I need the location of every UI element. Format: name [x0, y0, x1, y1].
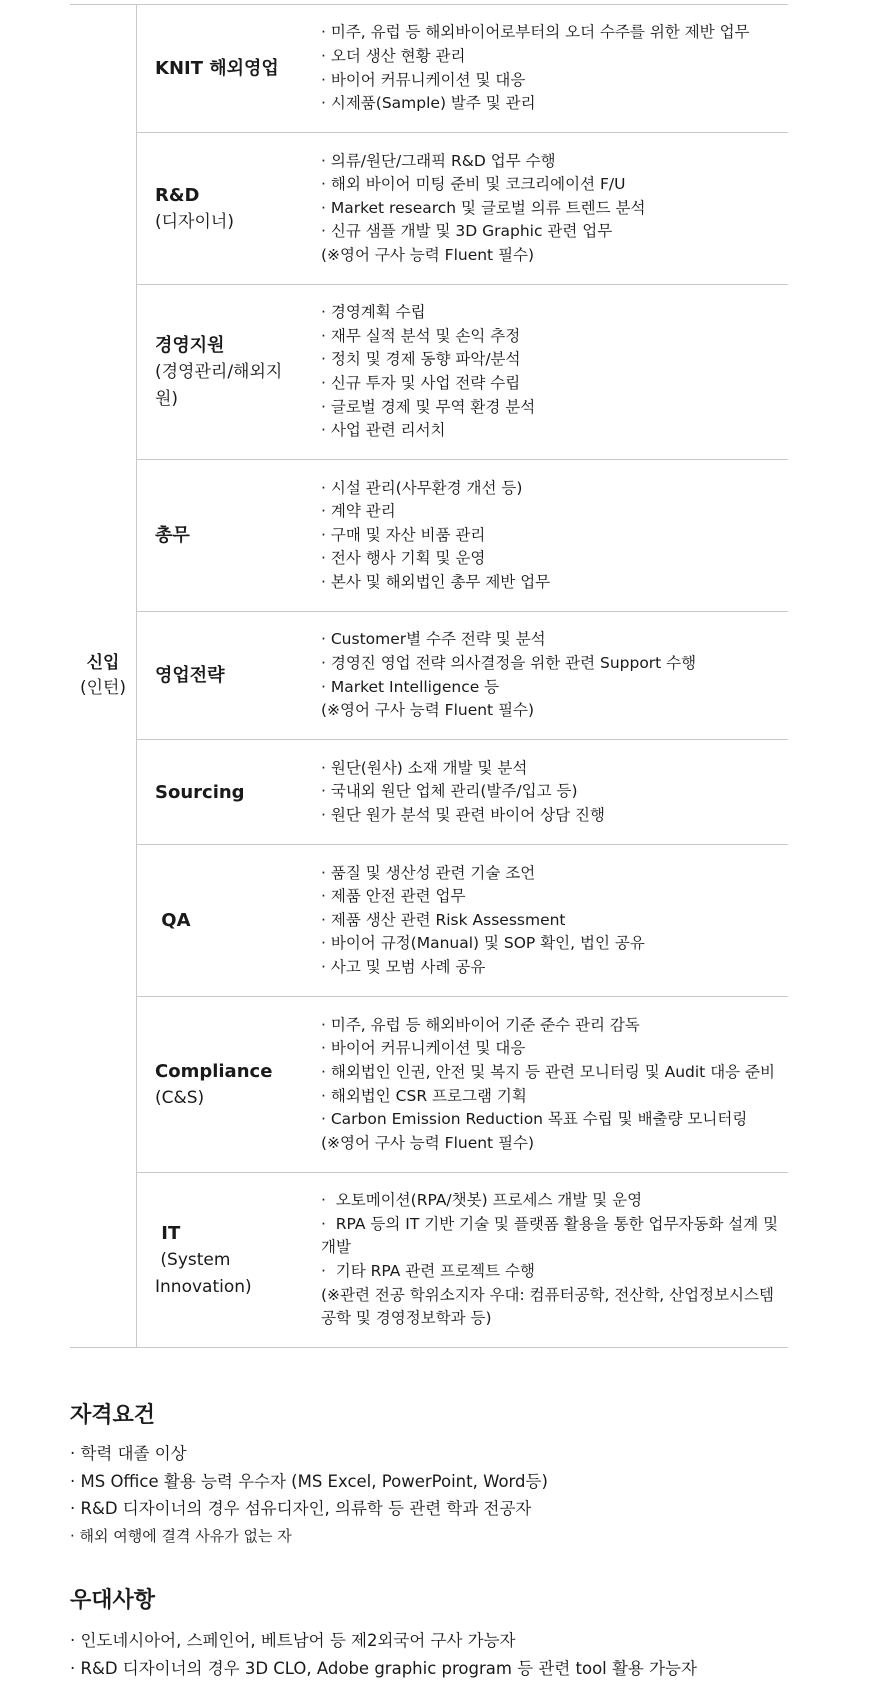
table-row: [70, 285, 788, 460]
table-row: [70, 133, 788, 285]
role-cell: [137, 612, 322, 740]
role-cell: [137, 740, 322, 845]
duty-item: · 해외법인 CSR 프로그램 기획: [321, 1086, 527, 1105]
table-row: [70, 845, 788, 997]
role-cell: [137, 133, 322, 285]
preferred-heading: 우대사항: [70, 1588, 156, 1613]
role-title: QA: [155, 910, 191, 931]
duty-item: · 오토메이션(RPA/챗봇) 프로세스 개발 및 운영: [321, 1191, 643, 1210]
role-title: Sourcing: [155, 781, 245, 803]
duty-item: · RPA 등의 IT 기반 기술 및 플랫폼 활용을 통한 업무자동화 설계 및 개발: [321, 1214, 779, 1257]
duty-item: · 미주, 유럽 등 해외바이어로부터의 오더 수주를 위한 제반 업무: [321, 23, 750, 42]
role-title: KNIT 해외영업: [155, 58, 279, 79]
duty-item: · 계약 관리: [321, 502, 396, 521]
duty-item: · 품질 및 생산성 관련 기술 조언: [321, 863, 536, 882]
role-subtitle: (System Innovation): [155, 1249, 252, 1297]
duty-item: · Carbon Emission Reduction 목표 수립 및 배출량 모니터링: [321, 1110, 748, 1129]
table-row: [70, 1173, 788, 1348]
duty-item: · 오더 생산 현황 관리: [321, 46, 466, 65]
duties-cell: [321, 612, 788, 740]
group-subtitle: (인턴): [79, 678, 127, 698]
role-title: 경영지원: [155, 334, 225, 356]
duties-cell: [321, 845, 788, 997]
duty-item: · 기타 RPA 관련 프로젝트 수행: [321, 1262, 535, 1280]
table-row: [70, 612, 788, 740]
job-table: [70, 4, 788, 1348]
role-title: IT: [155, 1222, 181, 1244]
duty-item: · 전사 행사 기획 및 운영: [321, 549, 486, 568]
duty-item: (※관련 전공 학위소지자 우대: 컴퓨터공학, 전산학, 산업정보시스템 공학 및 경영정보학과 등): [321, 1285, 774, 1328]
duty-item: · 글로벌 경제 및 무역 환경 분석: [321, 397, 536, 416]
qualifications-heading: 자격요건: [70, 1403, 156, 1428]
duty-item: · 바이어 규정(Manual) 및 SOP 확인, 법인 공유: [321, 934, 645, 953]
duty-item: · 해외법인 인권, 안전 및 복지 등 관련 모니터링 및 Audit 대응 준비: [321, 1062, 776, 1081]
list-item: · 학력 대졸 이상: [70, 1444, 187, 1463]
duty-item: (※영어 구사 능력 Fluent 필수): [321, 701, 535, 720]
duty-item: · 국내외 원단 업체 관리(발주/입고 등): [321, 782, 578, 801]
role-cell: [137, 285, 322, 460]
duty-item: · 제품 안전 관련 업무: [321, 887, 466, 906]
duty-item: · 신규 투자 및 사업 전략 수립: [321, 374, 521, 392]
duty-item: · 시제품(Sample) 발주 및 관리: [321, 94, 536, 113]
table-row: [70, 5, 788, 133]
table-row: [70, 997, 788, 1173]
duty-item: · 경영계획 수립: [321, 303, 426, 322]
duties-cell: [321, 997, 788, 1173]
role-title: 영업전략: [155, 665, 225, 686]
preferred-list: [70, 1627, 697, 1682]
duty-item: (※영어 구사 능력 Fluent 필수): [321, 245, 535, 264]
duty-item: · 정치 및 경제 동향 파악/분석: [321, 350, 521, 369]
role-cell: [137, 845, 322, 997]
list-item: · R&D 디자이너의 경우 섬유디자인, 의류학 등 관련 학과 전공자: [70, 1499, 532, 1518]
group-title: 신입: [86, 653, 120, 673]
duties-cell: [321, 5, 788, 133]
role-cell: [137, 997, 322, 1173]
duty-item: · 의류/원단/그래픽 R&D 업무 수행: [321, 151, 556, 170]
role-title: 총무: [155, 525, 190, 546]
duty-item: · 시설 관리(사무환경 개선 등): [321, 478, 523, 497]
role-cell: [137, 460, 322, 612]
role-cell: [137, 5, 322, 133]
duty-item: · 해외 바이어 미팅 준비 및 코크리에이션 F/U: [321, 175, 626, 194]
list-item: · R&D 디자이너의 경우 3D CLO, Adobe graphic program 등 관련 tool 활용 가능자: [70, 1658, 697, 1678]
duty-item: (※영어 구사 능력 Fluent 필수): [321, 1133, 535, 1152]
list-item: · MS Office 활용 능력 우수자 (MS Excel, PowerPoint, Word등): [70, 1471, 548, 1491]
duty-item: · 미주, 유럽 등 해외바이어 기준 준수 관리 감독: [321, 1015, 640, 1034]
duty-item: · Customer별 수주 전략 및 분석: [321, 630, 546, 649]
list-item: · 해외 여행에 결격 사유가 없는 자: [70, 1526, 292, 1545]
role-title: R&D: [155, 184, 200, 206]
duty-item: · Market research 및 글로벌 의류 트렌드 분석: [321, 198, 646, 217]
duties-cell: [321, 133, 788, 285]
duty-item: · Market Intelligence 등: [321, 677, 500, 696]
duty-item: · 재무 실적 분석 및 손익 추정: [321, 326, 521, 345]
duties-cell: [321, 1173, 788, 1348]
duty-item: · 사고 및 모범 사례 공유: [321, 957, 486, 976]
duty-item: · 제품 생산 관련 Risk Assessment: [321, 910, 566, 929]
qualifications-list: [70, 1440, 548, 1550]
duties-cell: [321, 285, 788, 460]
list-item: · 인도네시아어, 스페인어, 베트남어 등 제2외국어 구사 가능자: [70, 1631, 516, 1650]
role-subtitle: (경영관리/해외지 원): [155, 361, 283, 409]
duty-item: · 원단 원가 분석 및 관련 바이어 상담 진행: [321, 805, 605, 824]
table-row: [70, 460, 788, 612]
role-title: Compliance: [155, 1060, 273, 1082]
duties-cell: [321, 740, 788, 845]
role-subtitle: (C&S): [155, 1087, 205, 1108]
group-cell: [70, 5, 137, 1348]
role-subtitle: (디자이너): [155, 211, 234, 232]
duty-item: · 원단(원사) 소재 개발 및 분석: [321, 758, 528, 777]
duty-item: · 경영진 영업 전략 의사결정을 위한 관련 Support 수행: [321, 653, 697, 672]
duty-item: · 구매 및 자산 비품 관리: [321, 525, 486, 544]
duty-item: · 신규 샘플 개발 및 3D Graphic 관련 업무: [321, 222, 613, 241]
duty-item: · 본사 및 해외법인 총무 제반 업무: [321, 572, 551, 591]
duty-item: · 바이어 커뮤니케이션 및 대응: [321, 70, 526, 89]
role-cell: [137, 1173, 322, 1348]
duty-item: · 바이어 커뮤니케이션 및 대응: [321, 1039, 526, 1058]
duties-cell: [321, 460, 788, 612]
duty-item: · 사업 관련 리서치: [321, 421, 446, 440]
table-row: [70, 740, 788, 845]
